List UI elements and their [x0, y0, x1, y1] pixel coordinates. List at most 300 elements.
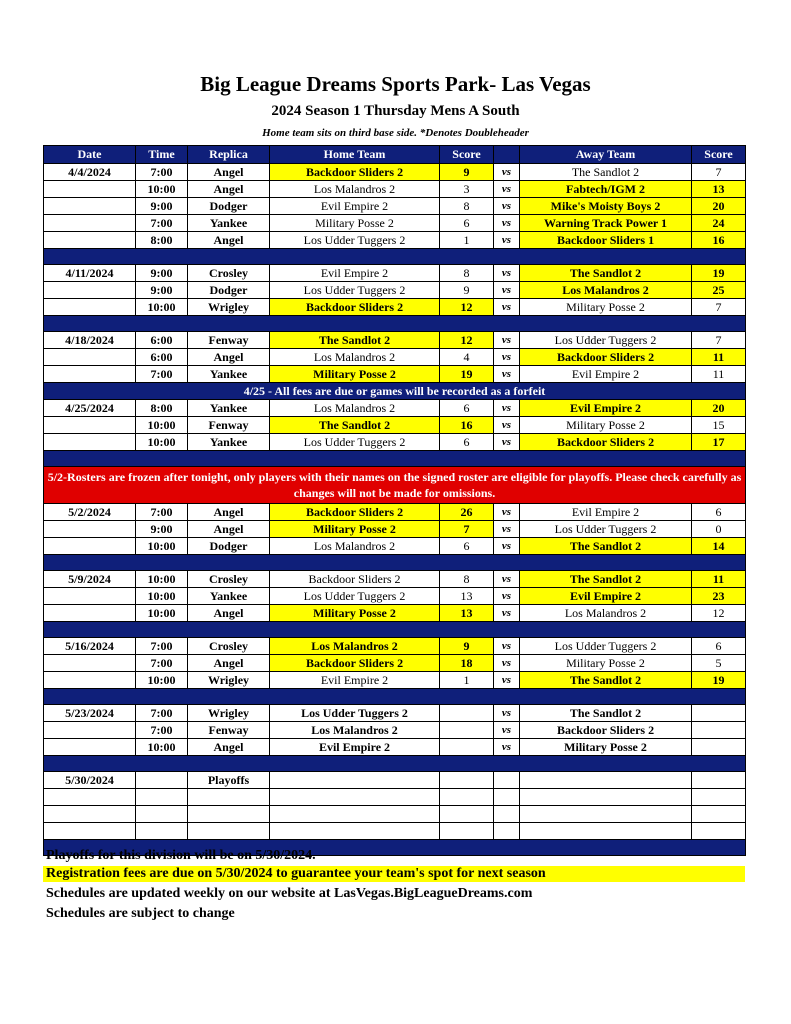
time-cell: 7:00 [136, 722, 188, 739]
vs-cell: vs [494, 504, 520, 521]
home-score-cell [440, 722, 494, 739]
away-team-cell: The Sandlot 2 [520, 705, 692, 722]
home-score-cell: 6 [440, 400, 494, 417]
date-cell: 4/25/2024 [44, 400, 136, 417]
home-score-cell [440, 789, 494, 806]
away-team-cell: Fabtech/IGM 2 [520, 181, 692, 198]
table-row [44, 823, 746, 840]
away-team-cell: Military Posse 2 [520, 739, 692, 756]
away-team-cell: Evil Empire 2 [520, 504, 692, 521]
table-row [44, 366, 746, 383]
table-row [44, 571, 746, 588]
home-score-cell: 1 [440, 672, 494, 689]
home-score-cell: 18 [440, 655, 494, 672]
away-team-cell: Evil Empire 2 [520, 588, 692, 605]
date-cell [44, 806, 136, 823]
away-team-cell: The Sandlot 2 [520, 571, 692, 588]
table-row [44, 332, 746, 349]
footer-registration-note: Registration fees are due on 5/30/2024 to guarantee your team's spot for next season [43, 866, 745, 882]
home-team-cell: Evil Empire 2 [270, 739, 440, 756]
time-cell: 10:00 [136, 739, 188, 756]
column-header-home-score: Score [440, 146, 494, 164]
home-score-cell: 16 [440, 417, 494, 434]
home-team-cell: Los Udder Tuggers 2 [270, 282, 440, 299]
replica-field-cell: Yankee [188, 366, 270, 383]
away-score-cell: 20 [692, 198, 746, 215]
vs-cell: vs [494, 332, 520, 349]
home-score-cell: 12 [440, 299, 494, 316]
table-row [44, 181, 746, 198]
away-score-cell [692, 806, 746, 823]
time-cell: 7:00 [136, 215, 188, 232]
fees-notice-row [44, 383, 746, 400]
separator-row [44, 622, 746, 638]
replica-field-cell [188, 806, 270, 823]
date-cell: 4/18/2024 [44, 332, 136, 349]
time-cell: 6:00 [136, 349, 188, 366]
replica-field-cell: Wrigley [188, 705, 270, 722]
home-team-cell: Military Posse 2 [270, 605, 440, 622]
away-score-cell [692, 772, 746, 789]
separator-cell [44, 555, 746, 571]
away-score-cell: 11 [692, 571, 746, 588]
footer-playoffs-note: Playoffs for this division will be on 5/30/2024. [46, 848, 316, 863]
home-score-cell: 19 [440, 366, 494, 383]
home-score-cell [440, 823, 494, 840]
home-score-cell: 6 [440, 538, 494, 555]
vs-cell: vs [494, 299, 520, 316]
home-score-cell: 7 [440, 521, 494, 538]
home-score-cell: 8 [440, 198, 494, 215]
time-cell [136, 806, 188, 823]
away-score-cell: 24 [692, 215, 746, 232]
away-team-cell: Backdoor Sliders 2 [520, 349, 692, 366]
away-score-cell: 16 [692, 232, 746, 249]
vs-cell [494, 823, 520, 840]
table-row [44, 282, 746, 299]
replica-field-cell: Crosley [188, 265, 270, 282]
replica-field-cell: Fenway [188, 332, 270, 349]
vs-cell: vs [494, 366, 520, 383]
away-score-cell: 7 [692, 332, 746, 349]
home-team-cell: Los Malandros 2 [270, 638, 440, 655]
date-cell [44, 299, 136, 316]
replica-field-cell: Angel [188, 164, 270, 181]
vs-cell: vs [494, 705, 520, 722]
away-score-cell: 12 [692, 605, 746, 622]
time-cell [136, 772, 188, 789]
home-team-cell: Military Posse 2 [270, 366, 440, 383]
vs-cell: vs [494, 672, 520, 689]
away-score-cell [692, 789, 746, 806]
replica-field-cell: Fenway [188, 722, 270, 739]
home-team-cell: Los Udder Tuggers 2 [270, 434, 440, 451]
away-score-cell: 19 [692, 265, 746, 282]
time-cell: 9:00 [136, 198, 188, 215]
time-cell: 7:00 [136, 504, 188, 521]
away-team-cell [520, 789, 692, 806]
away-score-cell: 6 [692, 638, 746, 655]
date-cell: 5/9/2024 [44, 571, 136, 588]
table-row [44, 588, 746, 605]
schedule-table [43, 145, 746, 856]
date-cell: 5/2/2024 [44, 504, 136, 521]
home-team-cell: Los Malandros 2 [270, 538, 440, 555]
replica-field-cell: Yankee [188, 434, 270, 451]
date-cell [44, 181, 136, 198]
table-row [44, 400, 746, 417]
column-header-away-team: Away Team [520, 146, 692, 164]
time-cell: 10:00 [136, 588, 188, 605]
table-row [44, 349, 746, 366]
away-score-cell: 15 [692, 417, 746, 434]
date-cell [44, 417, 136, 434]
replica-field-cell: Angel [188, 655, 270, 672]
home-score-cell [440, 806, 494, 823]
vs-cell: vs [494, 638, 520, 655]
away-team-cell: Backdoor Sliders 1 [520, 232, 692, 249]
replica-field-cell: Crosley [188, 571, 270, 588]
table-row [44, 521, 746, 538]
table-row [44, 605, 746, 622]
vs-cell [494, 789, 520, 806]
table-row [44, 806, 746, 823]
time-cell: 7:00 [136, 366, 188, 383]
table-row [44, 504, 746, 521]
time-cell: 10:00 [136, 434, 188, 451]
table-row [44, 265, 746, 282]
date-cell [44, 605, 136, 622]
table-row [44, 772, 746, 789]
home-score-cell: 26 [440, 504, 494, 521]
time-cell: 9:00 [136, 521, 188, 538]
home-team-cell: Los Udder Tuggers 2 [270, 705, 440, 722]
home-score-cell: 8 [440, 571, 494, 588]
away-team-cell: Warning Track Power 1 [520, 215, 692, 232]
table-row [44, 299, 746, 316]
time-cell: 8:00 [136, 232, 188, 249]
time-cell: 10:00 [136, 299, 188, 316]
home-team-cell [270, 806, 440, 823]
table-row [44, 739, 746, 756]
time-cell: 9:00 [136, 265, 188, 282]
replica-field-cell: Yankee [188, 588, 270, 605]
date-cell [44, 198, 136, 215]
time-cell: 10:00 [136, 538, 188, 555]
date-cell: 5/23/2024 [44, 705, 136, 722]
replica-field-cell: Crosley [188, 638, 270, 655]
away-score-cell [692, 823, 746, 840]
column-header-away-score: Score [692, 146, 746, 164]
separator-cell [44, 622, 746, 638]
home-team-cell: Military Posse 2 [270, 521, 440, 538]
page-title: Big League Dreams Sports Park- Las Vegas [200, 72, 591, 96]
replica-field-cell: Angel [188, 521, 270, 538]
time-cell: 10:00 [136, 571, 188, 588]
away-score-cell [692, 739, 746, 756]
vs-cell: vs [494, 181, 520, 198]
away-score-cell: 23 [692, 588, 746, 605]
table-row [44, 705, 746, 722]
away-team-cell: Los Udder Tuggers 2 [520, 638, 692, 655]
footer-website-note: Schedules are updated weekly on our website at LasVegas.BigLeagueDreams.com [46, 886, 533, 901]
date-cell [44, 366, 136, 383]
table-row [44, 789, 746, 806]
home-team-cell: The Sandlot 2 [270, 332, 440, 349]
away-score-cell: 20 [692, 400, 746, 417]
date-cell [44, 215, 136, 232]
home-team-cell: Backdoor Sliders 2 [270, 571, 440, 588]
away-team-cell: Los Malandros 2 [520, 605, 692, 622]
home-score-cell [440, 739, 494, 756]
time-cell: 7:00 [136, 655, 188, 672]
vs-cell: vs [494, 722, 520, 739]
away-score-cell: 25 [692, 282, 746, 299]
date-cell [44, 588, 136, 605]
time-cell: 10:00 [136, 417, 188, 434]
away-team-cell: The Sandlot 2 [520, 672, 692, 689]
separator-cell [44, 756, 746, 772]
away-team-cell: Los Udder Tuggers 2 [520, 332, 692, 349]
column-header-time: Time [136, 146, 188, 164]
table-row [44, 638, 746, 655]
home-score-cell: 13 [440, 605, 494, 622]
away-team-cell: Los Udder Tuggers 2 [520, 521, 692, 538]
replica-field-cell: Wrigley [188, 672, 270, 689]
vs-cell: vs [494, 417, 520, 434]
home-team-cell: Backdoor Sliders 2 [270, 504, 440, 521]
separator-cell [44, 249, 746, 265]
date-cell: 4/4/2024 [44, 164, 136, 181]
separator-row [44, 451, 746, 467]
home-team-cell: Los Udder Tuggers 2 [270, 588, 440, 605]
away-score-cell: 14 [692, 538, 746, 555]
vs-cell: vs [494, 400, 520, 417]
away-team-cell: Mike's Moisty Boys 2 [520, 198, 692, 215]
vs-cell: vs [494, 588, 520, 605]
footer-change-note: Schedules are subject to change [46, 906, 235, 921]
home-team-cell: Backdoor Sliders 2 [270, 655, 440, 672]
schedule-body [44, 164, 746, 856]
home-team-cell [270, 789, 440, 806]
home-team-cell: Backdoor Sliders 2 [270, 164, 440, 181]
home-team-cell: Evil Empire 2 [270, 198, 440, 215]
table-row [44, 722, 746, 739]
home-team-cell: Los Udder Tuggers 2 [270, 232, 440, 249]
date-cell [44, 823, 136, 840]
away-score-cell: 7 [692, 164, 746, 181]
home-team-cell: Backdoor Sliders 2 [270, 299, 440, 316]
time-cell [136, 823, 188, 840]
date-cell [44, 739, 136, 756]
notice-text: 4/25 - All fees are due or games will be recorded as a forfeit [44, 383, 746, 400]
table-row [44, 232, 746, 249]
replica-field-cell: Playoffs [188, 772, 270, 789]
table-header-row [44, 146, 746, 164]
time-cell [136, 789, 188, 806]
home-team-cell: Los Malandros 2 [270, 722, 440, 739]
separator-cell [44, 316, 746, 332]
vs-cell: vs [494, 655, 520, 672]
replica-field-cell: Dodger [188, 282, 270, 299]
date-cell: 5/16/2024 [44, 638, 136, 655]
table-row [44, 198, 746, 215]
replica-field-cell: Dodger [188, 538, 270, 555]
away-team-cell: Backdoor Sliders 2 [520, 722, 692, 739]
replica-field-cell: Angel [188, 504, 270, 521]
column-header-vs [494, 146, 520, 164]
vs-cell: vs [494, 215, 520, 232]
away-team-cell [520, 772, 692, 789]
time-cell: 10:00 [136, 605, 188, 622]
replica-field-cell: Wrigley [188, 299, 270, 316]
replica-field-cell [188, 823, 270, 840]
table-row [44, 655, 746, 672]
home-score-cell: 9 [440, 638, 494, 655]
date-cell [44, 655, 136, 672]
page-subtitle: 2024 Season 1 Thursday Mens A South [271, 103, 520, 119]
vs-cell [494, 806, 520, 823]
replica-field-cell: Yankee [188, 400, 270, 417]
column-header-home-team: Home Team [270, 146, 440, 164]
home-team-cell: The Sandlot 2 [270, 417, 440, 434]
separator-row [44, 249, 746, 265]
home-score-cell: 8 [440, 265, 494, 282]
time-cell: 6:00 [136, 332, 188, 349]
home-team-cell [270, 772, 440, 789]
table-row [44, 434, 746, 451]
vs-cell: vs [494, 265, 520, 282]
vs-cell: vs [494, 282, 520, 299]
away-team-cell: The Sandlot 2 [520, 265, 692, 282]
vs-cell: vs [494, 164, 520, 181]
away-team-cell: Backdoor Sliders 2 [520, 434, 692, 451]
away-team-cell: The Sandlot 2 [520, 164, 692, 181]
schedule-note: Home team sits on third base side. *Denotes Doubleheader [262, 127, 529, 139]
vs-cell: vs [494, 605, 520, 622]
time-cell: 7:00 [136, 705, 188, 722]
away-score-cell: 19 [692, 672, 746, 689]
date-cell [44, 282, 136, 299]
date-cell [44, 232, 136, 249]
table-row [44, 164, 746, 181]
separator-row [44, 316, 746, 332]
away-team-cell [520, 806, 692, 823]
home-score-cell: 6 [440, 215, 494, 232]
separator-row [44, 689, 746, 705]
time-cell: 8:00 [136, 400, 188, 417]
vs-cell: vs [494, 739, 520, 756]
away-team-cell: Los Malandros 2 [520, 282, 692, 299]
date-cell [44, 672, 136, 689]
away-score-cell: 13 [692, 181, 746, 198]
home-score-cell: 3 [440, 181, 494, 198]
time-cell: 7:00 [136, 638, 188, 655]
vs-cell: vs [494, 571, 520, 588]
away-score-cell: 17 [692, 434, 746, 451]
vs-cell: vs [494, 198, 520, 215]
home-score-cell: 9 [440, 164, 494, 181]
away-score-cell [692, 722, 746, 739]
separator-cell [44, 451, 746, 467]
away-score-cell: 0 [692, 521, 746, 538]
away-team-cell [520, 823, 692, 840]
home-team-cell: Los Malandros 2 [270, 349, 440, 366]
notice-text: 5/2-Rosters are frozen after tonight, only players with their names on the signed roster are eligible for playoffs. Please check carefully as changes will not be made for omissions. [44, 467, 746, 504]
vs-cell: vs [494, 538, 520, 555]
replica-field-cell: Dodger [188, 198, 270, 215]
vs-cell: vs [494, 521, 520, 538]
separator-row [44, 756, 746, 772]
away-score-cell: 7 [692, 299, 746, 316]
home-team-cell [270, 823, 440, 840]
home-score-cell [440, 705, 494, 722]
away-team-cell: Evil Empire 2 [520, 400, 692, 417]
time-cell: 10:00 [136, 672, 188, 689]
home-score-cell: 4 [440, 349, 494, 366]
vs-cell: vs [494, 232, 520, 249]
table-row [44, 215, 746, 232]
date-cell [44, 789, 136, 806]
vs-cell [494, 772, 520, 789]
home-team-cell: Los Malandros 2 [270, 181, 440, 198]
replica-field-cell: Angel [188, 349, 270, 366]
replica-field-cell: Angel [188, 605, 270, 622]
time-cell: 9:00 [136, 282, 188, 299]
table-row [44, 672, 746, 689]
table-row [44, 417, 746, 434]
date-cell [44, 349, 136, 366]
away-score-cell: 11 [692, 366, 746, 383]
date-cell [44, 521, 136, 538]
away-score-cell: 5 [692, 655, 746, 672]
away-team-cell: Military Posse 2 [520, 417, 692, 434]
home-team-cell: Evil Empire 2 [270, 265, 440, 282]
date-cell [44, 722, 136, 739]
home-score-cell: 6 [440, 434, 494, 451]
home-team-cell: Los Malandros 2 [270, 400, 440, 417]
away-team-cell: Military Posse 2 [520, 299, 692, 316]
date-cell [44, 538, 136, 555]
away-score-cell [692, 705, 746, 722]
home-team-cell: Military Posse 2 [270, 215, 440, 232]
column-header-replica: Replica [188, 146, 270, 164]
away-score-cell: 6 [692, 504, 746, 521]
replica-field-cell: Angel [188, 739, 270, 756]
away-team-cell: The Sandlot 2 [520, 538, 692, 555]
separator-row [44, 555, 746, 571]
away-score-cell: 11 [692, 349, 746, 366]
replica-field-cell: Angel [188, 181, 270, 198]
vs-cell: vs [494, 349, 520, 366]
home-score-cell: 1 [440, 232, 494, 249]
home-score-cell: 13 [440, 588, 494, 605]
vs-cell: vs [494, 434, 520, 451]
time-cell: 7:00 [136, 164, 188, 181]
home-team-cell: Evil Empire 2 [270, 672, 440, 689]
column-header-date: Date [44, 146, 136, 164]
home-score-cell: 9 [440, 282, 494, 299]
away-team-cell: Military Posse 2 [520, 655, 692, 672]
date-cell [44, 434, 136, 451]
table-row [44, 538, 746, 555]
away-team-cell: Evil Empire 2 [520, 366, 692, 383]
separator-cell [44, 689, 746, 705]
date-cell: 4/11/2024 [44, 265, 136, 282]
replica-field-cell [188, 789, 270, 806]
roster-freeze-notice-row [44, 467, 746, 504]
replica-field-cell: Yankee [188, 215, 270, 232]
